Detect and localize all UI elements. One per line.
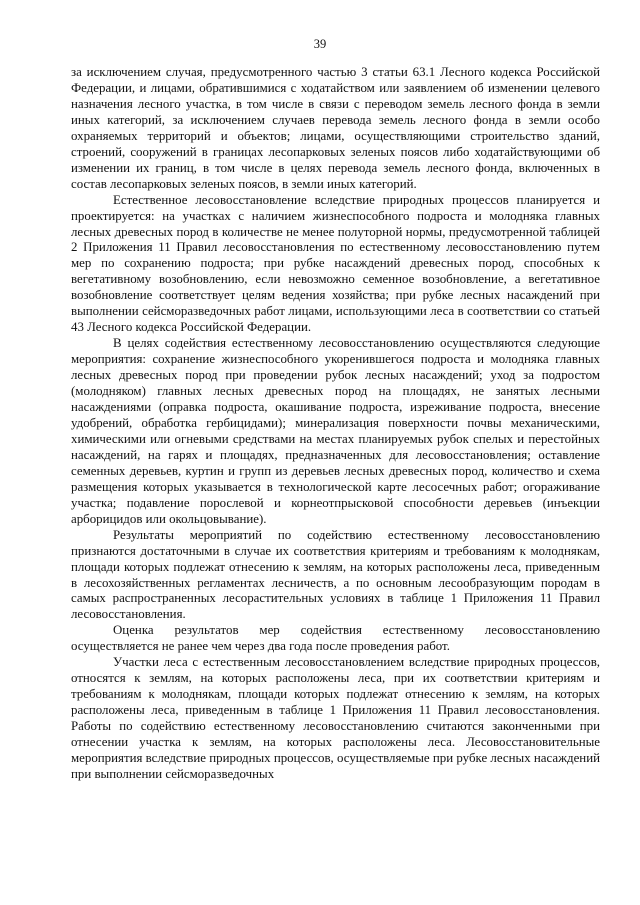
paragraph-natural-reforestation: Естественное лесовосстановление вследствие природных процессов планируется и проектируется: на участках с наличием жизнеспособного подроста и молодняка главных лесных древесных пород в количестве не менее полуторной нормы, предусмотренной таблицей 2 Приложения 11 Правил лесовосстановления по естественному лесовосстановлению путем мер по сохранению подроста; при рубке насаждений древесных пород, способных к вегетативному возобновлению, если невозможно семенное возобновление, а вегетативное возобновление соответствует целям ведения хозяйства; при рубке лесных насаждений при выполнении сейсморазведочных работ лицами, использующими леса в соответствии со статьей 43 Лесного кодекса Российской Федерации. — [71, 192, 600, 335]
paragraph-forest-plots: Участки леса с естественным лесовосстановлением вследствие природных процессов, относятся к землям, на которых расположены леса, при их соответствии критериям и требованиям к молоднякам, площади которых подлежат отнесению к землям, на которых расположены леса, приведенным в таблице 1 Приложения 11 Правил лесовосстановления. Работы по содействию естественному лесовосстановлению считаются законченными при отнесении участка к землям, на которых расположены леса. Лесовосстановительные мероприятия вследствие природных процессов, осуществляемые при рубке лесных насаждений при выполнении сейсморазведочных — [71, 655, 600, 781]
page-number: 39 — [313, 37, 327, 51]
paragraph-assistance-measures: В целях содействия естественному лесовосстановлению осуществляются следующие мероприятия: сохранение жизнеспособного укоренившегося подроста и молодняка главных лесных древесных пород при проведении рубок лесных насаждений; уход за подростом (молодняком) главных лесных древесных пород на площадях, не занятых лесными насаждениями (оправка подроста, окашивание подроста, изреживание подроста, внесение удобрений, обработка гербицидами); минерализация поверхности почвы механическими, химическими или огневыми средствами на местах планируемых рубок спелых и перестойных насаждений, на гарях и площадях, предназначенных для лесовосстановления; оставление семенных деревьев, куртин и групп из деревьев лесных древесных пород, количество и схема размещения которых указывается в технологической карте лесосечных работ; огораживание участка; подавление порослевой и корнеотпрысковой способности деревьев (инъекции арборицидов или окольцовывание). — [71, 336, 600, 526]
paragraph-continuation: за исключением случая, предусмотренного частью 3 статьи 63.1 Лесного кодекса Российской Федерации, и лицами, обратившимися с ходатайством или заявлением об изменении целевого назначения лесного участка, в том числе в связи с переводом земель лесного фонда в земли иных категорий, за исключением случаев перевода земель лесного фонда в земли особо охраняемых территорий и объектов; лицами, осуществляющими строительство зданий, строений, сооружений в границах лесопарковых зеленых поясов либо ходатайствующими об изменении их границ, в том числе в целях перевода земель лесного фонда, включенных в состав лесопарковых зеленых поясов, в земли иных категорий. — [71, 65, 600, 191]
paragraph-results: Результаты мероприятий по содействию естественному лесовосстановлению признаются достаточными в случае их соответствия критериям и требованиям к молоднякам, площади которых подлежат отнесению к землям, на которых расположены леса, приведенным в лесохозяйственных регламентах лесничеств, а по основным лесообразующим породам в самых распространенных лесорастительных условиях в таблице 1 Приложения 11 Правил лесовосстановления. — [71, 527, 600, 622]
body-text — [71, 65, 600, 783]
paragraph-assessment: Оценка результатов мер содействия естественному лесовосстановлению осуществляется не ранее чем через два года после проведения работ. — [71, 623, 600, 654]
